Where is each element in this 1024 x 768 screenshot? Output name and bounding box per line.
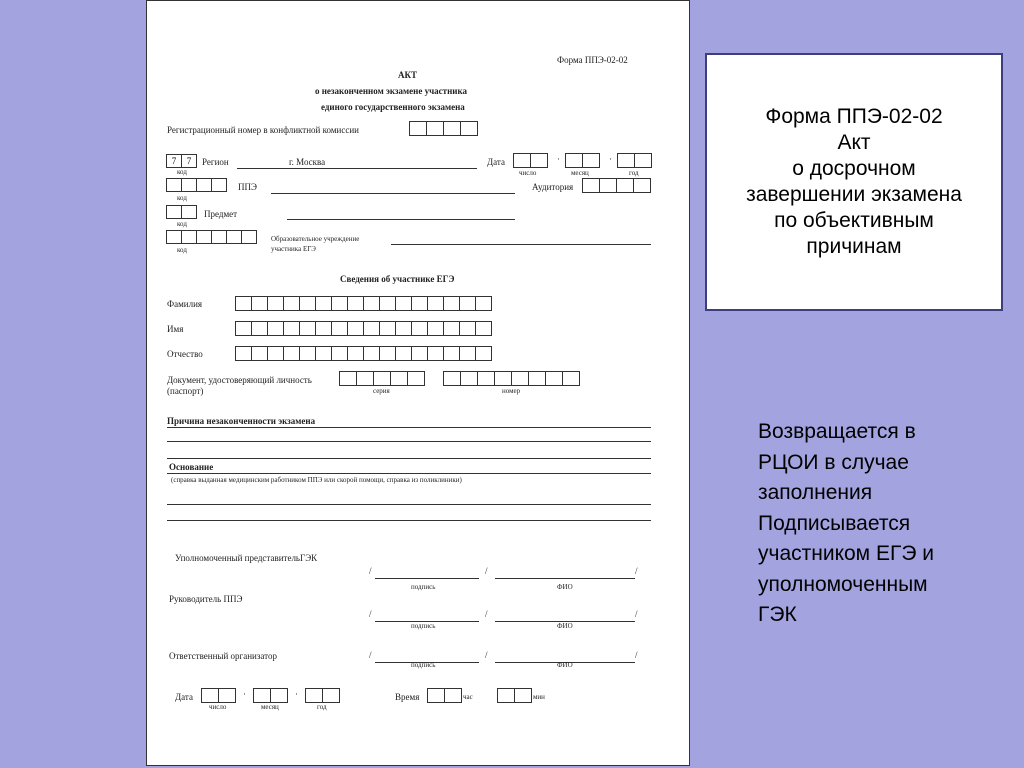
- time-hours-cells: [427, 688, 461, 703]
- org-code-cells: [166, 230, 256, 244]
- surname-label: Фамилия: [167, 299, 203, 309]
- org-label-1: Образовательное учреждение: [271, 235, 360, 243]
- time-minutes-cells: [497, 688, 531, 703]
- name-label: Имя: [167, 324, 184, 334]
- bottom-date-month-cells: [253, 688, 287, 703]
- date-day-cells: [513, 153, 547, 168]
- participant-header: Сведения об участнике ЕГЭ: [340, 274, 455, 284]
- form-title: АКТ: [398, 70, 418, 80]
- passport-series-cells: [339, 371, 424, 386]
- date-label: Дата: [487, 157, 505, 167]
- subject-code-cells: [166, 205, 196, 219]
- usage-notes: Возвращается в РЦОИ в случае заполнения Подписывается участником ЕГЭ и уполномоченным ГЭК: [758, 420, 934, 626]
- signer-ppe-head: Руководитель ППЭ: [169, 594, 243, 604]
- form-info-text: Форма ППЭ-02-02 Акт о досрочном завершении экзамена по объективным причинам: [746, 105, 962, 258]
- form-subtitle-2: единого государственного экзамена: [321, 102, 465, 112]
- form-subtitle-1: о незаконченном экзамене участника: [315, 86, 467, 96]
- bottom-date-day-cells: [201, 688, 235, 703]
- auditorium-cells: [582, 178, 650, 193]
- document-label: Документ, удостоверяющий личность: [167, 375, 312, 385]
- surname-cells: [235, 296, 491, 311]
- form-code: Форма ППЭ-02-02: [557, 55, 628, 65]
- subject-label: Предмет: [204, 209, 238, 219]
- auditorium-label: Аудитория: [532, 182, 574, 192]
- reg-number-label: Регистрационный номер в конфликтной комиссии: [167, 125, 359, 135]
- basis-header: Основание: [169, 462, 214, 472]
- org-label-2: участника ЕГЭ: [271, 245, 316, 253]
- date-year-cells: [617, 153, 651, 168]
- signer-gek: Уполномоченный представительГЭК: [175, 553, 318, 563]
- passport-number-cells: [443, 371, 579, 386]
- bottom-date-label: Дата: [175, 692, 193, 702]
- patronymic-label: Отчество: [167, 349, 203, 359]
- basis-note: (справка выданная медицинским работником ППЭ или скорой помощи, справка из поликлиники): [171, 476, 462, 484]
- ppe-code-cells: [166, 178, 226, 192]
- signer-organizer: Ответственный организатор: [169, 651, 277, 661]
- reg-number-cells: [409, 121, 477, 136]
- name-cells: [235, 321, 491, 336]
- bottom-date-year-cells: [305, 688, 339, 703]
- form-document: Форма ППЭ-02-02 АКТ о незаконченном экзамене участника единого государственного экзамена Регистрационный номер в конфликтной комиссии 7 7 код Регион г. Москва Дата · · число месяц год код ППЭ Аудитория код Предмет код Образовательное учреждение участника ЕГЭ Сведения об участнике ЕГЭ Фамилия Имя Отчество Документ, удостоверяющий личность (паспорт) серия номер Причина незаконченности экзамена Основание (справка выданная медицинским работником ППЭ или скорой помощи, справка из поликлиники) Уполномоченный представительГЭК / / / подпись ФИО Руководитель ППЭ / / / подпись ФИО Ответственный организатор / / / подпись ФИО Дата · · число месяц год Время час мин: [146, 0, 690, 766]
- region-label: Регион: [202, 157, 229, 167]
- region-code-label: код: [177, 168, 187, 176]
- time-label: Время: [395, 692, 420, 702]
- reason-header: Причина незаконченности экзамена: [167, 416, 316, 426]
- region-value: г. Москва: [289, 157, 326, 167]
- patronymic-cells: [235, 346, 491, 361]
- date-month-cells: [565, 153, 599, 168]
- ppe-label: ППЭ: [238, 182, 257, 192]
- region-code-cells: 7 7: [166, 154, 196, 168]
- form-info-panel: [705, 53, 1003, 311]
